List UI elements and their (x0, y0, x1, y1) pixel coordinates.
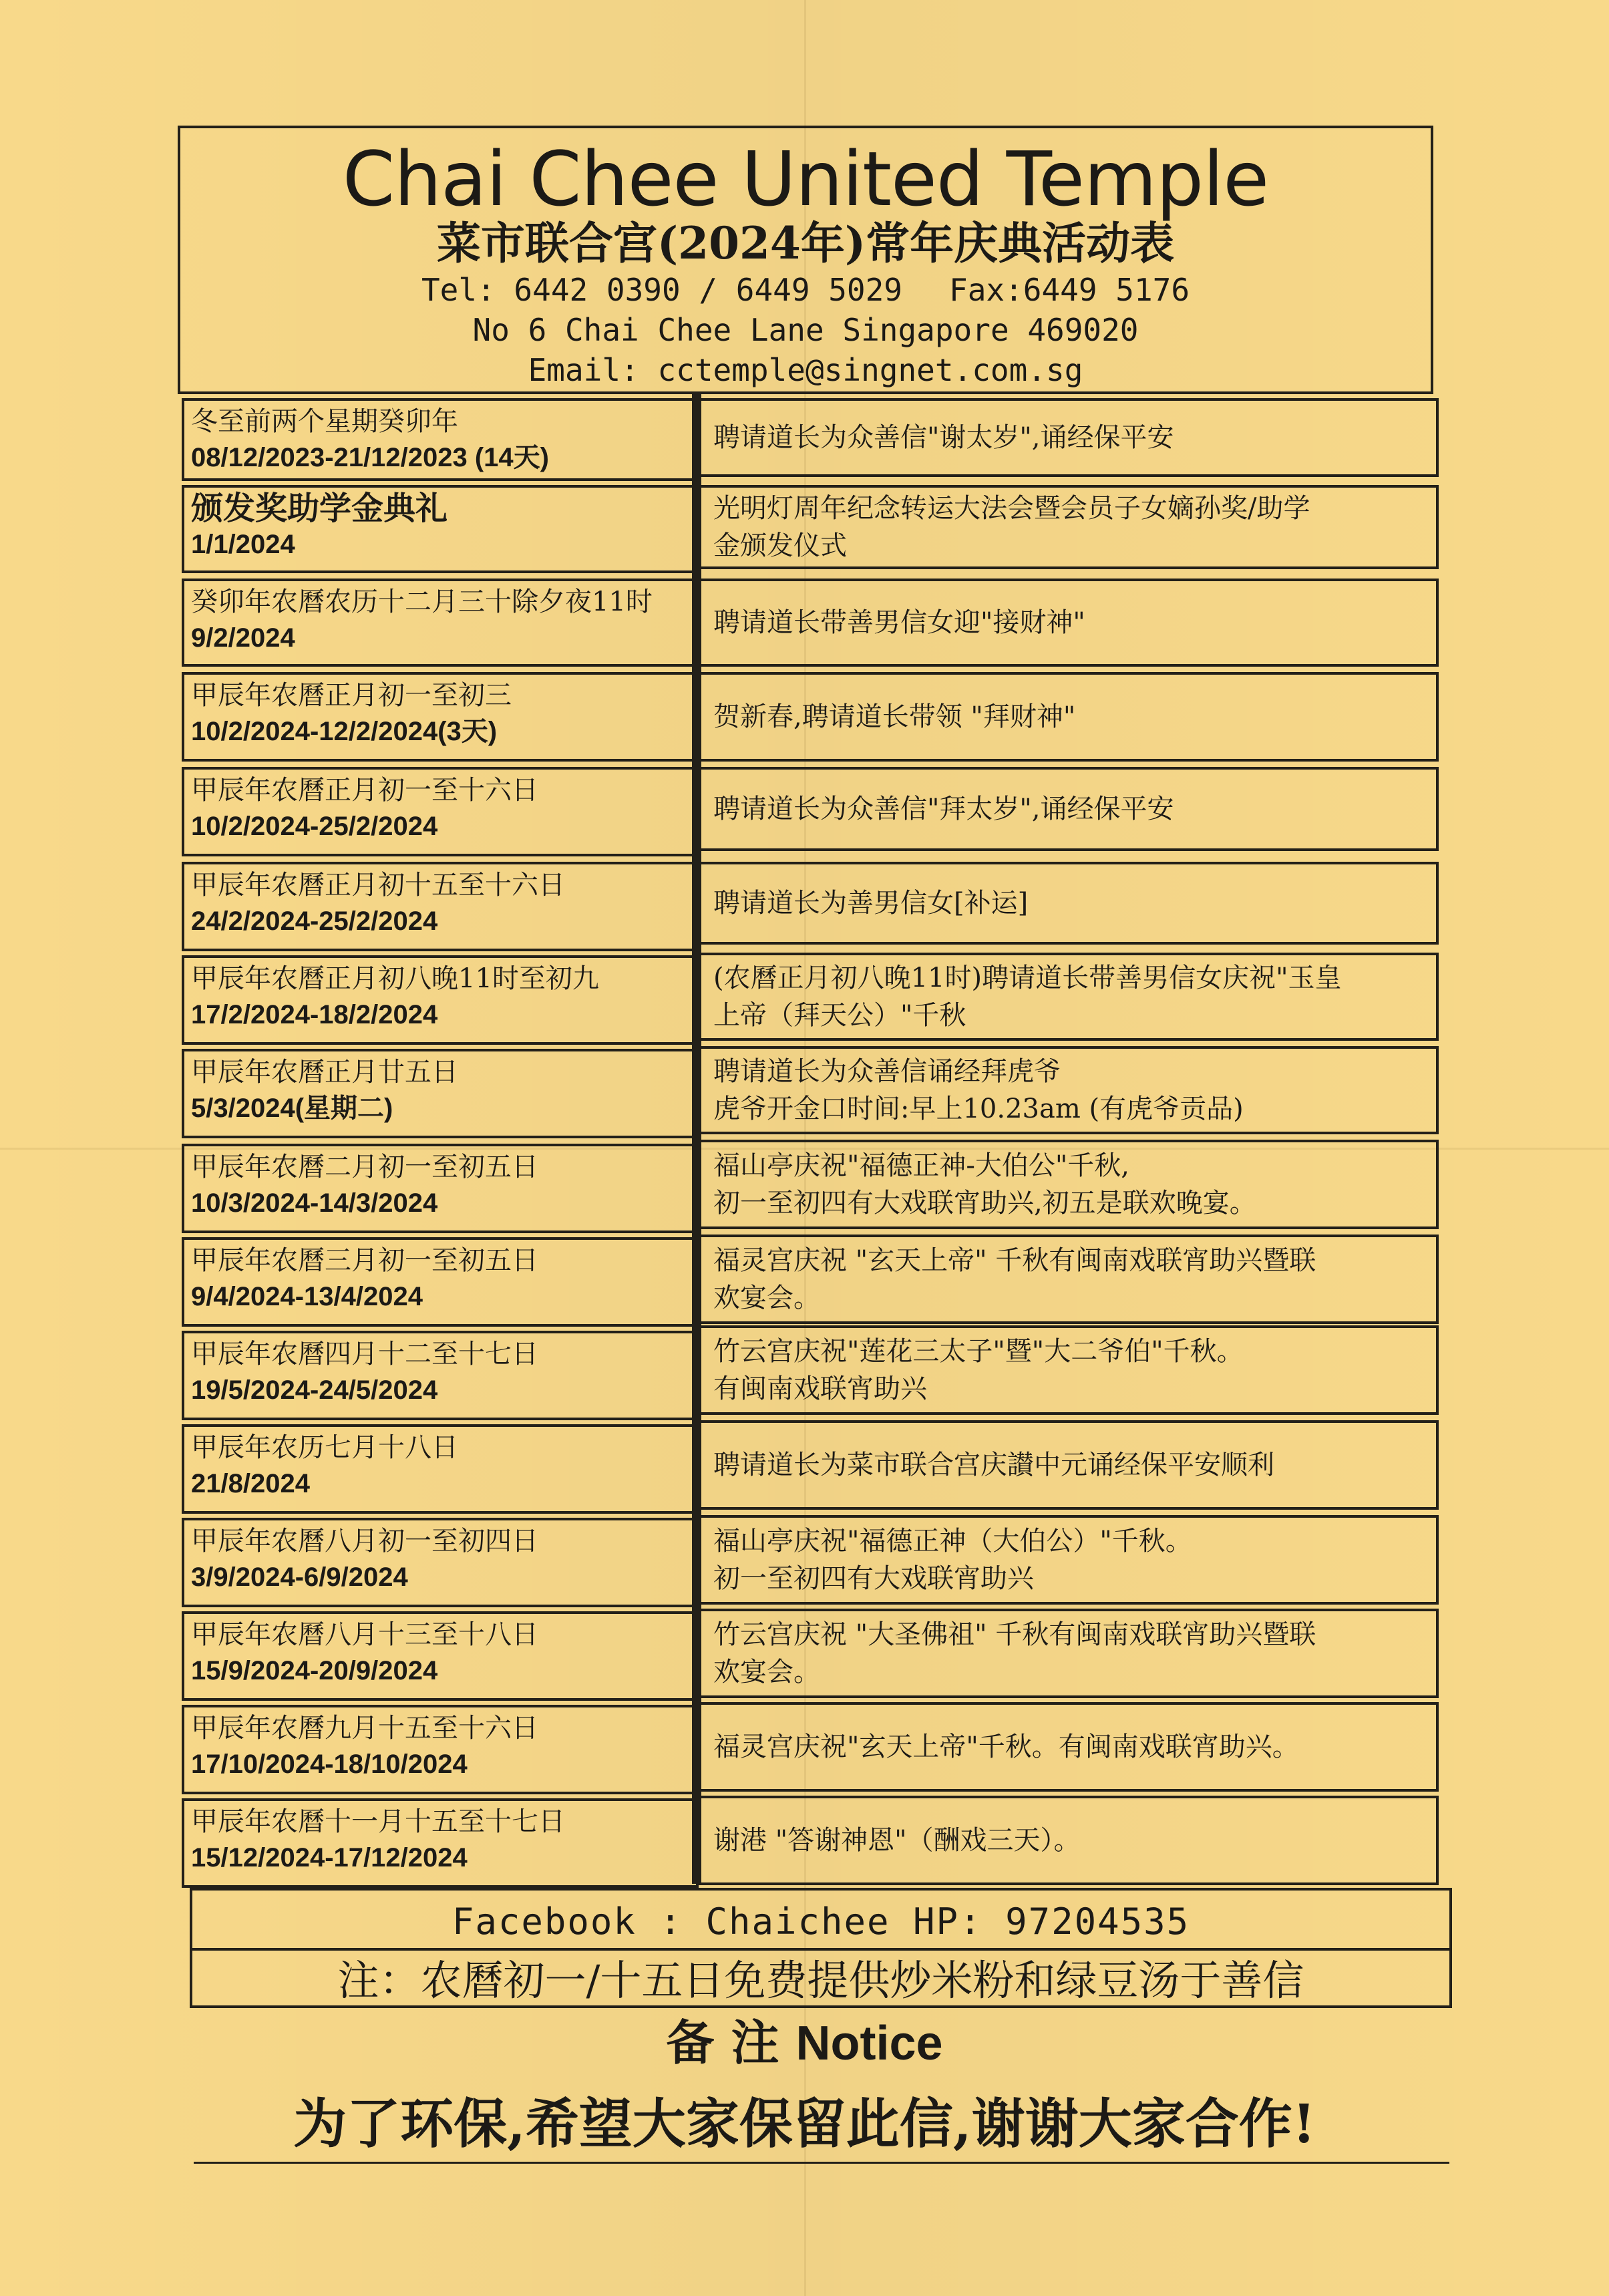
schedule-date-cell (182, 955, 699, 1045)
notice-heading (0, 2009, 1609, 2077)
gregorian-date: 10/3/2024-14/3/2024 (191, 1188, 438, 1218)
event-description: 聘请道长为善男信女[补运] (713, 888, 1029, 919)
footer-box (190, 1888, 1452, 2008)
schedule-event-cell (699, 1609, 1439, 1698)
schedule-event-cell (699, 398, 1439, 477)
schedule-date-cell (182, 398, 699, 481)
event-description: 光明灯周年纪念转运大法会暨会员子女嫡孙奖/助学 金颁发仪式 (713, 493, 1310, 561)
event-description: 聘请道长为众善信诵经拜虎爷 虎爷开金口时间:早上10.23am (有虎爷贡品) (713, 1056, 1244, 1124)
gregorian-date: 21/8/2024 (191, 1469, 310, 1498)
lunar-date: 甲辰年农曆四月十二至十七日 (191, 1339, 538, 1369)
schedule-date-cell (182, 1049, 699, 1138)
event-description: 竹云宫庆祝"莲花三太子"暨"大二爷伯"千秋。 有闽南戏联宵助兴 (713, 1336, 1244, 1404)
event-description: 福山亭庆祝"福德正神-大伯公"千秋, 初一至初四有大戏联宵助兴,初五是联欢晚宴。 (713, 1150, 1256, 1218)
gregorian-date: 9/2/2024 (191, 623, 295, 653)
notice-message: 为了环保,希望大家保留此信,谢谢大家合作! (293, 2092, 1316, 2155)
lunar-date: 甲辰年农曆正月廿五日 (191, 1057, 458, 1088)
schedule-event-cell (699, 767, 1439, 851)
gregorian-date: 5/3/2024(星期二) (191, 1094, 393, 1123)
schedule-date-cell (182, 1611, 699, 1701)
event-description: 谢港 "答谢神恩"（酬戏三天）。 (713, 1825, 1081, 1856)
lunar-date: 颁发奖助学金典礼 (191, 490, 448, 527)
schedule-date-cell (182, 1424, 699, 1514)
lunar-date: 甲辰年农曆正月初一至初三 (191, 680, 512, 711)
event-description: 竹云宫庆祝 "大圣佛祖" 千秋有闽南戏联宵助兴暨联 欢宴会。 (713, 1619, 1316, 1687)
title-chinese: 菜市联合宫(2024年)常年庆典活动表 (436, 217, 1175, 269)
schedule-event-cell (699, 672, 1439, 762)
schedule-event-cell (699, 1796, 1439, 1885)
lunar-date: 甲辰年农曆正月初一至十六日 (191, 775, 538, 806)
event-description: 聘请道长为菜市联合宫庆讃中元诵经保平安顺利 (713, 1450, 1274, 1480)
schedule-date-cell (182, 1705, 699, 1794)
gregorian-date: 08/12/2023-21/12/2023 (14天) (191, 443, 549, 472)
lunar-date: 甲辰年农曆八月初一至初四日 (191, 1526, 538, 1556)
phone-fax-line (180, 270, 1431, 310)
schedule-date-cell (182, 672, 699, 762)
phone-numbers: Tel: 6442 0390 / 6449 5029 (421, 272, 903, 308)
gregorian-date: 1/1/2024 (191, 530, 295, 559)
schedule-event-cell (699, 1420, 1439, 1510)
schedule-date-cell (182, 1331, 699, 1420)
header-box (178, 126, 1433, 394)
gregorian-date: 17/10/2024-18/10/2024 (191, 1750, 468, 1779)
gregorian-date: 17/2/2024-18/2/2024 (191, 1000, 438, 1029)
lunar-date: 冬至前两个星期癸卯年 (191, 406, 458, 437)
gregorian-date: 15/9/2024-20/9/2024 (191, 1656, 438, 1685)
schedule-date-cell (182, 485, 699, 573)
schedule-date-cell (182, 1798, 699, 1888)
lunar-date: 甲辰年农曆十一月十五至十七日 (191, 1806, 565, 1837)
event-description: 福山亭庆祝"福德正神（大伯公）"千秋。 初一至初四有大戏联宵助兴 (713, 1526, 1192, 1594)
lunar-date: 甲辰年农曆正月初十五至十六日 (191, 870, 565, 900)
footer-divider (192, 1948, 1449, 1951)
schedule-date-cell (182, 862, 699, 951)
lunar-date: 甲辰年农历七月十八日 (191, 1432, 458, 1463)
schedule-date-cell (182, 767, 699, 856)
lunar-date: 甲辰年农曆正月初八晚11时至初九 (191, 963, 599, 994)
schedule-date-cell (182, 579, 699, 667)
event-description: 贺新春,聘请道长带领 "拜财神" (713, 701, 1076, 732)
schedule-event-cell (699, 1140, 1439, 1229)
schedule-event-cell (699, 1046, 1439, 1134)
event-description: 福灵宫庆祝 "玄天上帝" 千秋有闽南戏联宵助兴暨联 欢宴会。 (713, 1245, 1316, 1313)
address-line: No 6 Chai Chee Lane Singapore 469020 (472, 312, 1139, 348)
email-line: Email: cctemple@singnet.com.sg (528, 352, 1083, 388)
free-food-note: 注：农曆初一/十五日免费提供炒米粉和绿豆汤于善信 (337, 1956, 1304, 2005)
event-description: 聘请道长为众善信"拜太岁",诵经保平安 (713, 794, 1174, 824)
schedule-event-cell (699, 862, 1439, 945)
notice-heading-cn: 备 注 (666, 2014, 779, 2071)
bottom-rule (194, 2162, 1449, 2164)
fax-number: Fax:6449 5176 (949, 272, 1190, 308)
schedule-event-cell (699, 579, 1439, 667)
lunar-date: 甲辰年农曆三月初一至初五日 (191, 1245, 538, 1276)
gregorian-date: 9/4/2024-13/4/2024 (191, 1282, 423, 1311)
schedule-event-cell (699, 1325, 1439, 1415)
title-english: Chai Chee United Temple (342, 136, 1269, 223)
facebook-hp-line: Facebook : Chaichee HP: 97204535 (452, 1901, 1190, 1943)
schedule-event-cell (699, 1515, 1439, 1605)
schedule-date-cell (182, 1237, 699, 1327)
schedule-date-cell (182, 1518, 699, 1607)
schedule-event-cell (699, 1702, 1439, 1792)
schedule-event-cell (699, 953, 1439, 1041)
gregorian-date: 24/2/2024-25/2/2024 (191, 907, 438, 936)
event-description: (农曆正月初八晚11时)聘请道长带善男信女庆祝"玉皇 上帝（拜天公）"千秋 (713, 963, 1342, 1031)
notice-heading-en: Notice (795, 2017, 943, 2070)
gregorian-date: 3/9/2024-6/9/2024 (191, 1563, 408, 1592)
lunar-date: 甲辰年农曆八月十三至十八日 (191, 1619, 538, 1650)
gregorian-date: 15/12/2024-17/12/2024 (191, 1843, 468, 1872)
schedule-event-cell (699, 485, 1439, 569)
gregorian-date: 19/5/2024-24/5/2024 (191, 1375, 438, 1405)
lunar-date: 甲辰年农曆九月十五至十六日 (191, 1713, 538, 1744)
gregorian-date: 10/2/2024-25/2/2024 (191, 812, 438, 841)
lunar-date: 甲辰年农曆二月初一至初五日 (191, 1152, 538, 1182)
event-description: 聘请道长带善男信女迎"接财神" (713, 607, 1085, 638)
event-description: 福灵宫庆祝"玄天上帝"千秋。有闽南戏联宵助兴。 (713, 1732, 1299, 1762)
event-description: 聘请道长为众善信"谢太岁",诵经保平安 (713, 422, 1174, 453)
lunar-date: 癸卯年农曆农历十二月三十除夕夜11时 (191, 587, 653, 617)
gregorian-date: 10/2/2024-12/2/2024(3天) (191, 717, 498, 746)
schedule-date-cell (182, 1144, 699, 1233)
schedule-event-cell (699, 1235, 1439, 1324)
